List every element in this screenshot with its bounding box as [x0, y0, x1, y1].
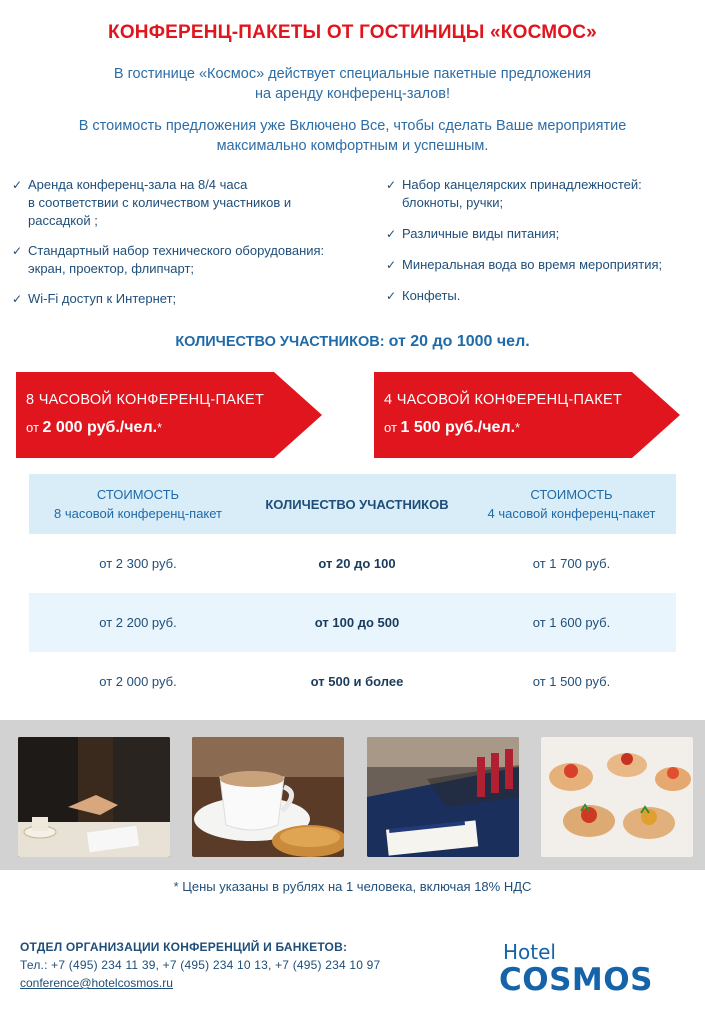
email-link[interactable]: conference@hotelcosmos.ru: [20, 976, 173, 990]
feature-item: [10, 290, 370, 308]
check-icon: ✓: [12, 292, 23, 306]
feature-line: в соответствии с количеством участников и: [28, 195, 292, 210]
feature-item: [10, 176, 370, 230]
price-value: 2 000 руб./чел.: [42, 419, 158, 436]
table-header-row: [29, 474, 676, 534]
check-icon: ✓: [12, 178, 23, 192]
price-table: [29, 474, 676, 711]
table-cell: от 100 до 500: [247, 593, 467, 652]
feature-line: блокноты, ручки;: [402, 195, 504, 210]
page-title: КОНФЕРЕНЦ-ПАКЕТЫ ОТ ГОСТИНИЦЫ «КОСМОС»: [108, 22, 597, 43]
feature-line: рассадкой ;: [28, 213, 98, 228]
price-prefix: от: [384, 420, 397, 435]
feature-line: Стандартный набор технического оборудования:: [28, 243, 325, 258]
check-icon: ✓: [12, 244, 23, 258]
intro-line-1: В гостинице «Космос» действует специальные пакетные предложения: [113, 66, 592, 82]
photo-conference-hall: [367, 737, 519, 857]
participants-label: КОЛИЧЕСТВО УЧАСТНИКОВ:: [175, 334, 385, 350]
feature-line: Wi-Fi доступ к Интернет;: [28, 291, 177, 306]
photo-strip: [0, 720, 705, 870]
logo-hotel-text: Hotel: [503, 940, 556, 964]
feature-line: Набор канцелярских принадлежностей:: [402, 177, 642, 192]
intro-paragraph-2: [0, 116, 705, 156]
features-right-column: [384, 176, 704, 318]
feature-line: Аренда конференц-зала на 8/4 часа: [28, 177, 248, 192]
intro-line-2: на аренду конференц-залов!: [254, 86, 450, 102]
header-line: 4 часовой конференц-пакет: [487, 506, 656, 521]
header-line: СТОИМОСТЬ: [530, 487, 613, 502]
price-suffix: *: [515, 420, 521, 435]
table-cell: от 1 600 руб.: [467, 593, 676, 652]
participants-heading: [0, 333, 705, 351]
check-icon: ✓: [386, 227, 397, 241]
check-icon: ✓: [386, 178, 397, 192]
table-cell: от 500 и более: [310, 674, 404, 689]
price-prefix: от: [26, 420, 39, 435]
feature-line: Конфеты.: [402, 288, 461, 303]
intro-paragraph-1: [0, 64, 705, 104]
price-note: * Цены указаны в рублях на 1 человека, включая 18% НДС: [173, 879, 532, 894]
feature-item: [384, 256, 704, 274]
logo-cosmos-text: COSMOS: [499, 962, 653, 998]
header-line: СТОИМОСТЬ: [96, 487, 180, 502]
photo-business-handshake: [18, 737, 170, 857]
contacts-block: [20, 940, 460, 992]
table-cell: от 20 до 100: [318, 556, 396, 571]
hotel-cosmos-logo: [495, 936, 685, 998]
intro-line-4: максимально комфортным и успешным.: [216, 138, 489, 154]
table-row: [29, 652, 676, 711]
header-line: 8 часовой конференц-пакет: [53, 506, 223, 521]
price-suffix: *: [157, 420, 163, 435]
feature-item: [384, 176, 704, 212]
package-8h-banner: [16, 372, 326, 458]
photo-coffee-croissant: [192, 737, 344, 857]
department-title: ОТДЕЛ ОРГАНИЗАЦИИ КОНФЕРЕНЦИЙ И БАНКЕТОВ:: [20, 940, 348, 954]
feature-item: [384, 287, 704, 305]
table-cell: от 2 000 руб.: [99, 674, 177, 689]
package-4h-banner: [374, 372, 684, 458]
feature-line: Минеральная вода во время мероприятия;: [402, 257, 663, 272]
check-icon: ✓: [386, 289, 397, 303]
table-cell: от 2 200 руб.: [29, 593, 247, 652]
package-price: [26, 419, 264, 437]
table-row: [29, 593, 676, 652]
price-value: 1 500 руб./чел.: [400, 419, 516, 436]
check-icon: ✓: [386, 258, 397, 272]
feature-item: [10, 242, 370, 278]
package-price: [384, 419, 622, 437]
participants-value: от 20 до 1000 чел.: [388, 333, 530, 350]
intro-line-3: В стоимость предложения уже Включено Все, чтобы сделать Ваше мероприятие: [78, 118, 627, 134]
features-left-column: [10, 176, 370, 320]
table-cell: от 1 500 руб.: [532, 674, 611, 689]
header-8h-cost: [29, 474, 247, 534]
header-participants: КОЛИЧЕСТВО УЧАСТНИКОВ: [247, 474, 467, 534]
header-4h-cost: [467, 474, 676, 534]
phone-numbers: Тел.: +7 (495) 234 11 39, +7 (495) 234 10 13, +7 (495) 234 10 97: [20, 958, 381, 972]
photo-canapes: [541, 737, 693, 857]
feature-line: экран, проектор, флипчарт;: [28, 261, 195, 276]
table-row: [29, 534, 676, 593]
package-name: 4 ЧАСОВОЙ КОНФЕРЕНЦ-ПАКЕТ: [384, 392, 623, 408]
table-cell: от 2 300 руб.: [99, 556, 177, 571]
feature-item: [384, 225, 704, 243]
table-cell: от 1 700 руб.: [532, 556, 611, 571]
feature-line: Различные виды питания;: [402, 226, 560, 241]
package-name: 8 ЧАСОВОЙ КОНФЕРЕНЦ-ПАКЕТ: [26, 392, 265, 408]
